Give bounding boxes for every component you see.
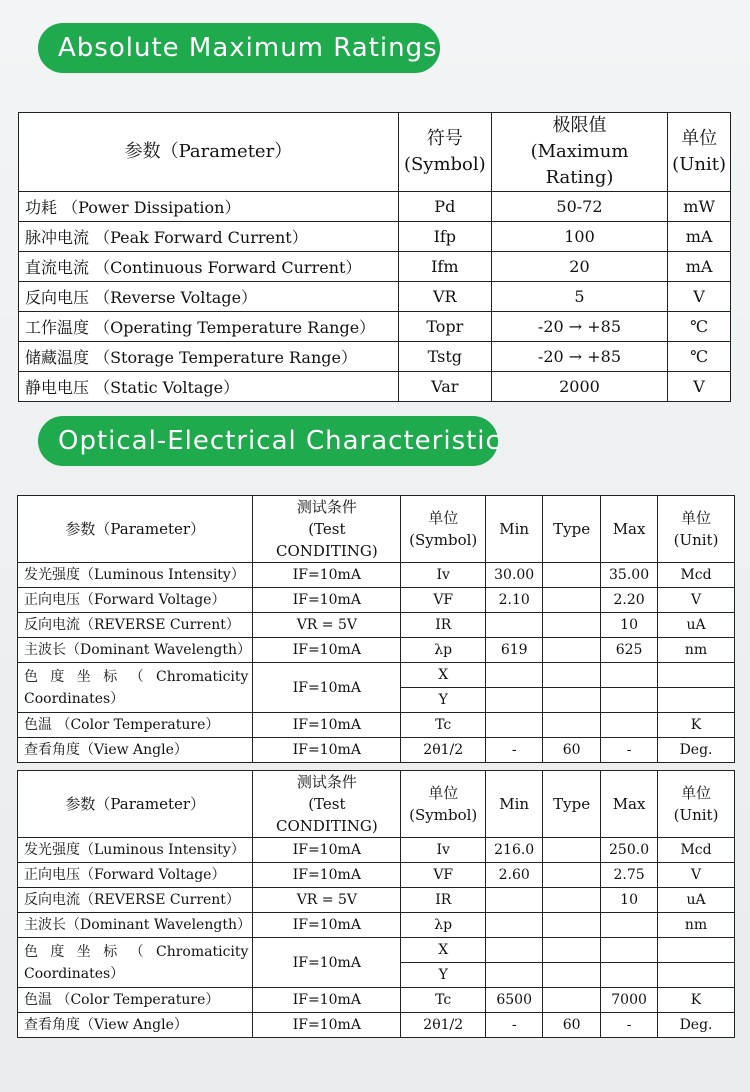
max-cell: 10 bbox=[601, 613, 658, 638]
header-min: Min bbox=[486, 496, 543, 563]
param-cell: 查看角度（View Angle） bbox=[18, 738, 253, 763]
min-cell bbox=[486, 888, 543, 913]
max-cell bbox=[601, 663, 658, 688]
unit-cell: nm bbox=[658, 913, 735, 938]
table-row bbox=[19, 222, 731, 252]
condition-cell: IF=10mA bbox=[253, 638, 401, 663]
symbol-cell: IR bbox=[401, 888, 486, 913]
symbol-cell: Tstg bbox=[398, 342, 491, 372]
header-unit bbox=[658, 771, 735, 838]
unit-cell: V bbox=[668, 372, 731, 402]
section-title-absolute-maximum-ratings: Absolute Maximum Ratings bbox=[38, 23, 440, 73]
max-cell: 625 bbox=[601, 638, 658, 663]
type-cell bbox=[543, 963, 601, 988]
min-cell: 2.10 bbox=[486, 588, 543, 613]
condition-cell: VR = 5V bbox=[253, 888, 401, 913]
min-cell: - bbox=[486, 738, 543, 763]
header-symbol bbox=[401, 771, 486, 838]
unit-cell bbox=[658, 938, 735, 963]
condition-cell: IF=10mA bbox=[253, 863, 401, 888]
table-header-row bbox=[18, 496, 735, 563]
symbol-cell: Ifm bbox=[398, 252, 491, 282]
header-condition-cn: 测试条件 bbox=[296, 773, 357, 791]
symbol-cell: Ifp bbox=[398, 222, 491, 252]
table-row bbox=[18, 563, 735, 588]
header-symbol-en: (Symbol) bbox=[409, 806, 478, 824]
unit-cell bbox=[658, 688, 735, 713]
type-cell bbox=[543, 563, 601, 588]
symbol-cell: VF bbox=[401, 588, 486, 613]
unit-cell: K bbox=[658, 713, 735, 738]
header-symbol-en: (Symbol) bbox=[409, 531, 478, 549]
value-cell: -20 → +85 bbox=[491, 342, 667, 372]
header-unit-en: (Unit) bbox=[673, 531, 719, 549]
unit-cell: ℃ bbox=[668, 342, 731, 372]
unit-cell: uA bbox=[658, 613, 735, 638]
unit-cell: mA bbox=[668, 222, 731, 252]
min-cell bbox=[486, 963, 543, 988]
min-cell bbox=[486, 613, 543, 638]
symbol-cell: IR bbox=[401, 613, 486, 638]
param-cell: 静电电压 （Static Voltage） bbox=[19, 372, 399, 402]
symbol-cell: 2θ1/2 bbox=[401, 738, 486, 763]
type-cell bbox=[543, 638, 601, 663]
condition-cell: IF=10mA bbox=[253, 588, 401, 613]
max-cell: 2.20 bbox=[601, 588, 658, 613]
type-cell: 60 bbox=[543, 738, 601, 763]
max-cell: - bbox=[601, 738, 658, 763]
max-cell bbox=[601, 963, 658, 988]
symbol-cell: X bbox=[401, 663, 486, 688]
min-cell: 6500 bbox=[486, 988, 543, 1013]
param-cell: 直流电流 （Continuous Forward Current） bbox=[19, 252, 399, 282]
max-cell: 10 bbox=[601, 888, 658, 913]
symbol-cell: λp bbox=[401, 913, 486, 938]
type-cell bbox=[543, 613, 601, 638]
max-cell bbox=[601, 713, 658, 738]
header-condition-en: (Test CONDITING) bbox=[275, 795, 378, 835]
type-cell bbox=[543, 838, 601, 863]
header-limit bbox=[491, 113, 667, 192]
header-max: Max bbox=[601, 771, 658, 838]
unit-cell: Deg. bbox=[658, 738, 735, 763]
max-cell bbox=[601, 938, 658, 963]
condition-cell: VR = 5V bbox=[253, 613, 401, 638]
header-max: Max bbox=[601, 496, 658, 563]
min-cell: 619 bbox=[486, 638, 543, 663]
value-cell: 20 bbox=[491, 252, 667, 282]
param-cell: 发光强度（Luminous Intensity） bbox=[18, 563, 253, 588]
unit-cell: V bbox=[658, 863, 735, 888]
condition-cell: IF=10mA bbox=[253, 1013, 401, 1038]
header-parameter: 参数（Parameter） bbox=[18, 496, 253, 563]
header-parameter: 参数（Parameter） bbox=[18, 771, 253, 838]
type-cell bbox=[543, 863, 601, 888]
header-unit bbox=[668, 113, 731, 192]
param-cell: 色 度 坐 标 （ Chromaticity Coordinates） bbox=[18, 938, 253, 988]
min-cell: 216.0 bbox=[486, 838, 543, 863]
param-cell: 反向电压 （Reverse Voltage） bbox=[19, 282, 399, 312]
table-row bbox=[18, 913, 735, 938]
optical-electrical-table-2 bbox=[17, 770, 735, 1038]
param-cell: 色 度 坐 标 （ Chromaticity Coordinates） bbox=[18, 663, 253, 713]
condition-cell: IF=10mA bbox=[253, 938, 401, 988]
symbol-cell: Topr bbox=[398, 312, 491, 342]
symbol-cell: Tc bbox=[401, 713, 486, 738]
unit-cell: V bbox=[668, 282, 731, 312]
table-row bbox=[18, 1013, 735, 1038]
table-header-row bbox=[18, 771, 735, 838]
min-cell bbox=[486, 688, 543, 713]
min-cell: 30.00 bbox=[486, 563, 543, 588]
header-limit-cn: 极限值 bbox=[552, 115, 607, 136]
table-row bbox=[18, 713, 735, 738]
section-title-optical-electrical: Optical-Electrical Characteristic bbox=[38, 416, 498, 466]
condition-cell: IF=10mA bbox=[253, 838, 401, 863]
unit-cell: uA bbox=[658, 888, 735, 913]
header-symbol-cn: 单位 bbox=[428, 509, 459, 527]
param-cell: 储藏温度 （Storage Temperature Range） bbox=[19, 342, 399, 372]
table-row bbox=[19, 312, 731, 342]
max-cell: - bbox=[601, 1013, 658, 1038]
max-cell: 35.00 bbox=[601, 563, 658, 588]
header-unit-cn: 单位 bbox=[681, 784, 712, 802]
condition-cell: IF=10mA bbox=[253, 988, 401, 1013]
symbol-cell: Tc bbox=[401, 988, 486, 1013]
param-cell: 正向电压（Forward Voltage） bbox=[18, 588, 253, 613]
table-row bbox=[19, 372, 731, 402]
type-cell bbox=[543, 688, 601, 713]
type-cell bbox=[543, 588, 601, 613]
header-symbol bbox=[398, 113, 491, 192]
param-cell: 色温 （Color Temperature） bbox=[18, 988, 253, 1013]
unit-cell: mA bbox=[668, 252, 731, 282]
unit-cell: Deg. bbox=[658, 1013, 735, 1038]
header-parameter: 参数（Parameter） bbox=[19, 113, 399, 192]
param-cell: 反向电流（REVERSE Current） bbox=[18, 613, 253, 638]
type-cell bbox=[543, 913, 601, 938]
type-cell bbox=[543, 888, 601, 913]
table-row bbox=[18, 613, 735, 638]
param-cell: 色温 （Color Temperature） bbox=[18, 713, 253, 738]
min-cell: - bbox=[486, 1013, 543, 1038]
param-cell: 工作温度 （Operating Temperature Range） bbox=[19, 312, 399, 342]
table-row bbox=[18, 888, 735, 913]
absolute-maximum-ratings-table bbox=[18, 112, 731, 402]
type-cell: 60 bbox=[543, 1013, 601, 1038]
header-condition-en: (Test CONDITING) bbox=[275, 520, 378, 560]
unit-cell: mW bbox=[668, 192, 731, 222]
symbol-cell: λp bbox=[401, 638, 486, 663]
header-unit-cn: 单位 bbox=[681, 128, 718, 149]
value-cell: 2000 bbox=[491, 372, 667, 402]
unit-cell: Mcd bbox=[658, 563, 735, 588]
condition-cell: IF=10mA bbox=[253, 913, 401, 938]
header-unit-cn: 单位 bbox=[681, 509, 712, 527]
condition-cell: IF=10mA bbox=[253, 713, 401, 738]
header-type: Type bbox=[543, 771, 601, 838]
param-cell: 主波长（Dominant Wavelength） bbox=[18, 913, 253, 938]
max-cell: 250.0 bbox=[601, 838, 658, 863]
value-cell: 5 bbox=[491, 282, 667, 312]
param-cell: 正向电压（Forward Voltage） bbox=[18, 863, 253, 888]
type-cell bbox=[543, 713, 601, 738]
max-cell bbox=[601, 688, 658, 713]
symbol-cell: Iv bbox=[401, 563, 486, 588]
header-unit-en: (Unit) bbox=[672, 154, 726, 175]
header-symbol-cn: 符号 bbox=[426, 128, 463, 149]
min-cell bbox=[486, 938, 543, 963]
symbol-cell: Y bbox=[401, 688, 486, 713]
table-row bbox=[18, 838, 735, 863]
condition-cell: IF=10mA bbox=[253, 563, 401, 588]
table-row bbox=[19, 282, 731, 312]
table-row bbox=[19, 342, 731, 372]
symbol-cell: VR bbox=[398, 282, 491, 312]
table-row bbox=[18, 863, 735, 888]
value-cell: 100 bbox=[491, 222, 667, 252]
optical-electrical-table-1 bbox=[17, 495, 735, 763]
symbol-cell: 2θ1/2 bbox=[401, 1013, 486, 1038]
unit-cell: V bbox=[658, 588, 735, 613]
type-cell bbox=[543, 663, 601, 688]
unit-cell: Mcd bbox=[658, 838, 735, 863]
header-limit-en: (Maximum Rating) bbox=[530, 141, 629, 188]
min-cell bbox=[486, 713, 543, 738]
param-cell: 主波长（Dominant Wavelength） bbox=[18, 638, 253, 663]
table-row bbox=[19, 252, 731, 282]
min-cell bbox=[486, 663, 543, 688]
symbol-cell: VF bbox=[401, 863, 486, 888]
header-min: Min bbox=[486, 771, 543, 838]
param-cell: 功耗 （Power Dissipation） bbox=[19, 192, 399, 222]
header-symbol-cn: 单位 bbox=[428, 784, 459, 802]
table-row bbox=[18, 663, 735, 688]
symbol-cell: Y bbox=[401, 963, 486, 988]
table-row bbox=[18, 638, 735, 663]
unit-cell: ℃ bbox=[668, 312, 731, 342]
header-type: Type bbox=[543, 496, 601, 563]
value-cell: 50-72 bbox=[491, 192, 667, 222]
min-cell bbox=[486, 913, 543, 938]
max-cell: 2.75 bbox=[601, 863, 658, 888]
param-cell: 反向电流（REVERSE Current） bbox=[18, 888, 253, 913]
header-condition bbox=[253, 771, 401, 838]
table-row bbox=[18, 738, 735, 763]
param-cell: 发光强度（Luminous Intensity） bbox=[18, 838, 253, 863]
max-cell bbox=[601, 913, 658, 938]
condition-cell: IF=10mA bbox=[253, 738, 401, 763]
symbol-cell: X bbox=[401, 938, 486, 963]
unit-cell: nm bbox=[658, 638, 735, 663]
header-unit bbox=[658, 496, 735, 563]
table-header-row bbox=[19, 113, 731, 192]
param-cell: 查看角度（View Angle） bbox=[18, 1013, 253, 1038]
header-symbol-en: (Symbol) bbox=[403, 154, 486, 175]
unit-cell: K bbox=[658, 988, 735, 1013]
condition-cell: IF=10mA bbox=[253, 663, 401, 713]
min-cell: 2.60 bbox=[486, 863, 543, 888]
symbol-cell: Pd bbox=[398, 192, 491, 222]
type-cell bbox=[543, 938, 601, 963]
max-cell: 7000 bbox=[601, 988, 658, 1013]
unit-cell bbox=[658, 963, 735, 988]
value-cell: -20 → +85 bbox=[491, 312, 667, 342]
symbol-cell: Var bbox=[398, 372, 491, 402]
table-row bbox=[18, 988, 735, 1013]
header-unit-en: (Unit) bbox=[673, 806, 719, 824]
symbol-cell: Iv bbox=[401, 838, 486, 863]
header-condition-cn: 测试条件 bbox=[296, 498, 357, 516]
type-cell bbox=[543, 988, 601, 1013]
table-row bbox=[18, 938, 735, 963]
table-row bbox=[19, 192, 731, 222]
table-row bbox=[18, 588, 735, 613]
unit-cell bbox=[658, 663, 735, 688]
header-symbol bbox=[401, 496, 486, 563]
header-condition bbox=[253, 496, 401, 563]
param-cell: 脉冲电流 （Peak Forward Current） bbox=[19, 222, 399, 252]
